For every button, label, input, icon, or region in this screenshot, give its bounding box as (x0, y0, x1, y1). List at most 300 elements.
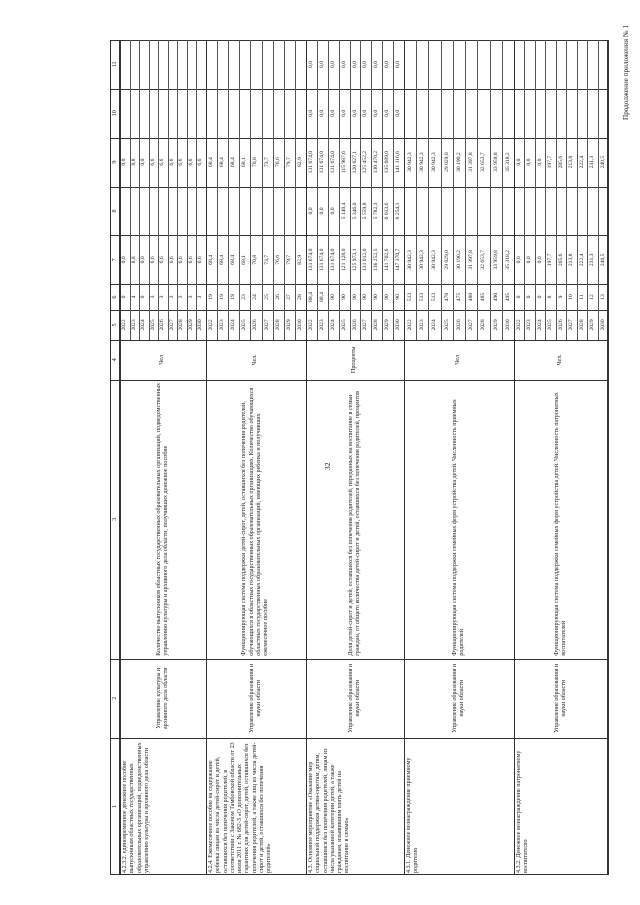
value-cell (206, 187, 217, 236)
year-cell: 2030 (504, 319, 511, 331)
value-cell: 125 973,1 (351, 248, 358, 271)
value-cell: 120 627,1 (351, 150, 358, 174)
value-cell: 30 190,2 (455, 250, 462, 270)
value-cell (228, 89, 239, 138)
value-cell (428, 89, 440, 138)
value-cell: 0,0 (318, 207, 325, 215)
value-cell: 0,0 (140, 158, 147, 166)
value-cell (187, 40, 197, 89)
value-cell (598, 187, 608, 236)
column-number-header: 8 (110, 187, 120, 236)
indicator-description: Функционирующая система поддержки семейных форм устройства детей. Численность приемных родителей (451, 399, 465, 656)
value-cell: 0,0 (395, 109, 402, 117)
year-cell: 2028 (274, 319, 281, 331)
value-cell: 131 674,0 (318, 248, 325, 271)
value-cell: 68,4 (230, 157, 237, 168)
year-cell: 2026 (351, 319, 358, 331)
year-cell: 2029 (384, 319, 391, 331)
value-cell: 0,0 (140, 256, 147, 264)
value-cell (545, 187, 555, 236)
year-cell: 2025 (149, 319, 156, 331)
value-cell: 231,3 (589, 253, 596, 267)
value-cell: 115 987,6 (340, 151, 347, 174)
value-cell: 19 (219, 294, 226, 300)
value-cell: 19 (208, 294, 214, 300)
value-cell: 0,0 (318, 109, 325, 117)
value-cell (284, 40, 295, 89)
value-cell (149, 89, 159, 138)
year-cell: 2025 (340, 319, 347, 331)
year-cell: 2025 (547, 319, 554, 331)
value-cell (524, 40, 534, 89)
value-cell: 0,0 (308, 109, 314, 117)
value-cell: 6,6 (149, 158, 156, 166)
value-cell (453, 89, 465, 138)
value-cell: 90 (362, 294, 369, 300)
value-cell: 121 128,0 (340, 248, 347, 271)
value-cell (587, 187, 597, 236)
value-cell: 10 (568, 294, 575, 300)
value-cell (250, 187, 261, 236)
value-cell: 240,5 (599, 253, 606, 267)
value-cell (490, 40, 502, 89)
value-cell (206, 89, 217, 138)
value-cell: 12 (589, 294, 596, 300)
value-cell: 6,6 (168, 158, 175, 166)
value-cell: 5 782,3 (373, 202, 380, 220)
indicator-description: Функционирующая система поддержки детей-сирот, детей, оставшихся без попечения родителей, обучающихся в областных государственных образовательных организациях. Количество обучающихся областных государственных образовательных организаций, имеющих ребенка и получивших ежемесячное пособие (241, 387, 270, 656)
value-cell: 0,0 (329, 60, 336, 68)
year-cell: 2022 (121, 319, 127, 331)
value-cell (168, 89, 178, 138)
value-cell: 82,9 (296, 254, 303, 265)
value-cell: 197,7 (547, 155, 554, 169)
value-cell (206, 40, 217, 89)
value-cell (239, 187, 250, 236)
value-cell: 6 013,6 (384, 202, 391, 220)
value-cell: 6,6 (178, 158, 185, 166)
value-cell: 68,4 (230, 254, 237, 265)
column-number-header: 5 (110, 310, 120, 340)
value-cell (502, 187, 514, 236)
value-cell (120, 89, 130, 138)
value-cell (262, 187, 273, 236)
value-cell (428, 40, 440, 89)
year-cell: 2022 (308, 319, 314, 331)
value-cell: 513 (407, 292, 413, 302)
value-cell: 205,6 (557, 253, 564, 267)
value-cell: 0,0 (340, 109, 347, 117)
value-cell (566, 187, 576, 236)
value-cell: 13 (599, 294, 606, 300)
value-cell: 475 (455, 292, 462, 302)
value-cell (158, 40, 168, 89)
year-cell: 2027 (263, 319, 270, 331)
value-cell: 136 252,5 (373, 248, 380, 271)
column-number-header: 11 (110, 40, 120, 89)
year-cell: 2024 (329, 319, 336, 331)
value-cell: 135 689,0 (384, 150, 391, 174)
value-cell (514, 89, 524, 138)
value-cell: 23 (241, 294, 248, 300)
year-cell: 2023 (419, 319, 426, 331)
value-cell: 213,8 (568, 155, 575, 169)
value-cell: 0,0 (384, 109, 391, 117)
value-cell: 0,0 (526, 256, 533, 264)
value-cell (545, 40, 555, 89)
column-number-header: 3 (110, 380, 120, 659)
value-cell (465, 40, 477, 89)
value-cell (535, 89, 545, 138)
value-cell (239, 89, 250, 138)
value-cell: 76,6 (274, 254, 281, 265)
value-cell: 130 470,2 (373, 150, 380, 174)
value-cell: 485 (480, 292, 487, 302)
value-cell: 5 346,0 (351, 202, 358, 220)
section-separator (608, 40, 609, 875)
value-cell: 0 (516, 295, 522, 299)
value-cell: 513 (419, 292, 426, 302)
value-cell: 6,6 (149, 256, 156, 264)
value-cell (273, 187, 284, 236)
value-cell: 31 397,8 (468, 152, 475, 172)
value-cell (228, 40, 239, 89)
year-cell: 2030 (197, 319, 204, 331)
year-cell: 2025 (443, 319, 450, 331)
indicator-description: Доля детей-сирот и детей, оставшихся без попечения родителей, переданных на воспитание в семьи граждан, от общего количества детей-сирот и детей, оставшихся без попечения родителей, процентов (347, 391, 361, 656)
value-cell: 35 318,2 (504, 250, 511, 270)
value-cell: 30 942,3 (431, 250, 438, 270)
year-cell: 2024 (431, 319, 438, 331)
value-cell (453, 187, 465, 236)
value-cell: 0,0 (308, 207, 314, 215)
value-cell: 0,0 (351, 60, 358, 68)
column-number-header: 10 (110, 89, 120, 138)
year-cell: 2024 (536, 319, 543, 331)
value-cell (465, 89, 477, 138)
value-cell (158, 187, 168, 236)
value-cell: 213,8 (568, 253, 575, 267)
value-cell (250, 89, 261, 138)
value-cell (524, 187, 534, 236)
value-cell (228, 187, 239, 236)
value-cell: 131 674,0 (308, 150, 314, 174)
indicator-description: Количество выпускников областных государственных образовательных организаций, подведомственных управлению культуры и архивного дела области, получивших денежное пособие (155, 382, 169, 656)
value-cell: 29 029,0 (443, 250, 450, 270)
value-cell (284, 187, 295, 236)
executor: Управление образования и науки области (451, 663, 465, 733)
value-cell: 90 (340, 294, 347, 300)
value-cell (416, 89, 428, 138)
value-cell: 3 (168, 295, 175, 299)
value-cell (502, 89, 514, 138)
value-cell (168, 187, 178, 236)
year-cell: 2026 (557, 319, 564, 331)
value-cell (295, 40, 306, 89)
value-cell: 79,7 (285, 157, 292, 168)
value-cell: 90 (351, 294, 358, 300)
value-cell: 222,4 (578, 253, 585, 267)
year-cell: 2028 (578, 319, 585, 331)
column-number-header: 6 (110, 284, 120, 310)
value-cell: 73,7 (263, 254, 270, 265)
year-cell: 2027 (568, 319, 575, 331)
column-number-header: 7 (110, 235, 120, 284)
value-cell: 240,5 (599, 155, 606, 169)
value-cell (139, 40, 149, 89)
value-cell (566, 40, 576, 89)
activity-name: 4.2.3.2. единовременное денежное пособие выпускникам областных государственных образовательных организаций, подведомственных управлению культуры и архивного дела области (122, 742, 150, 873)
value-cell (217, 40, 228, 89)
value-cell: 125 452,2 (362, 150, 369, 174)
year-cell: 2023 (318, 319, 325, 331)
value-cell (545, 89, 555, 138)
year-cell: 2023 (526, 319, 533, 331)
value-cell: 141 702,6 (384, 248, 391, 271)
value-cell: 3 (178, 295, 185, 299)
value-cell: 79,7 (285, 254, 292, 265)
value-cell (177, 89, 187, 138)
value-cell (177, 40, 187, 89)
value-cell (239, 40, 250, 89)
value-cell: 3 (149, 295, 156, 299)
unit: Чел. (252, 354, 259, 366)
unit: Чел (159, 354, 166, 365)
value-cell: 0,0 (516, 256, 522, 264)
value-cell: 90 (329, 294, 336, 300)
value-cell: 30 942,3 (407, 152, 413, 172)
value-cell (502, 40, 514, 89)
value-cell (566, 89, 576, 138)
value-cell (404, 89, 416, 138)
value-cell: 88,4 (308, 292, 314, 302)
value-cell: 0,0 (121, 256, 127, 264)
year-cell: 2024 (140, 319, 147, 331)
value-cell (490, 187, 502, 236)
executor: Управление образования и науки области (248, 663, 262, 733)
value-cell: 68,4 (208, 157, 214, 168)
value-cell: 82,9 (296, 157, 303, 168)
value-cell: 11 (578, 294, 585, 300)
value-cell (598, 89, 608, 138)
value-cell: 495 (504, 292, 511, 302)
value-cell: 6,6 (197, 158, 204, 166)
value-cell (149, 40, 159, 89)
value-cell: 141 116,6 (395, 151, 402, 174)
value-cell (149, 187, 159, 236)
value-cell (416, 40, 428, 89)
value-cell (556, 187, 566, 236)
value-cell (130, 89, 140, 138)
value-cell (158, 89, 168, 138)
value-cell: 0 (536, 295, 543, 299)
value-cell (177, 187, 187, 236)
value-cell: 8 (547, 295, 554, 299)
value-cell (295, 187, 306, 236)
value-cell: 0,0 (329, 207, 336, 215)
value-cell: 9 (557, 295, 564, 299)
value-cell: 6,6 (168, 256, 175, 264)
column-number-header: 9 (110, 138, 120, 187)
value-cell (295, 89, 306, 138)
value-cell (250, 40, 261, 89)
value-cell: 30 942,3 (419, 250, 426, 270)
value-cell: 32 653,7 (480, 250, 487, 270)
value-cell: 3 (197, 295, 204, 299)
value-cell (217, 89, 228, 138)
value-cell (577, 40, 587, 89)
column-number-header: 1 (110, 738, 120, 875)
value-cell (524, 89, 534, 138)
value-cell (120, 187, 130, 236)
value-cell: 0,0 (121, 158, 127, 166)
value-cell (535, 187, 545, 236)
value-cell: 0,0 (373, 60, 380, 68)
year-cell: 2027 (168, 319, 175, 331)
value-cell (428, 187, 440, 236)
unit: Проценты (351, 346, 358, 374)
value-cell: 68,4 (219, 157, 226, 168)
value-cell (441, 40, 453, 89)
value-cell: 35 318,2 (504, 152, 511, 172)
indicator-description: Функционирующая система поддержки семейных форм устройства детей. Численность патронатных воспитателей (553, 392, 567, 656)
year-cell: 2030 (296, 319, 303, 331)
year-cell: 2026 (455, 319, 462, 331)
value-cell (196, 40, 206, 89)
value-cell (284, 89, 295, 138)
year-cell: 2029 (187, 319, 194, 331)
year-cell: 2029 (589, 319, 596, 331)
value-cell (598, 40, 608, 89)
value-cell: 131 674,0 (329, 150, 336, 174)
value-cell: 90 (395, 294, 402, 300)
value-cell: 68,4 (219, 254, 226, 265)
value-cell: 3 (159, 295, 166, 299)
value-cell: 222,4 (578, 155, 585, 169)
unit: Чел. (557, 354, 564, 366)
value-cell (535, 40, 545, 89)
year-cell: 2028 (480, 319, 487, 331)
activity-name: 4.3.2. Денежное вознаграждение патронатному воспитателю (516, 750, 530, 873)
value-cell: 131 674,0 (329, 248, 336, 271)
value-cell: 0 (121, 295, 127, 299)
value-cell (465, 187, 477, 236)
value-cell: 0,0 (351, 109, 358, 117)
value-cell (490, 89, 502, 138)
value-cell: 28 (296, 294, 303, 300)
value-cell (262, 89, 273, 138)
value-cell: 470 (443, 292, 450, 302)
value-cell: 8,8 (130, 158, 137, 166)
value-cell: 0,0 (318, 60, 325, 68)
column-number-header: 2 (110, 659, 120, 738)
year-cell: 2022 (407, 319, 413, 331)
value-cell (514, 187, 524, 236)
value-cell: 6,6 (187, 256, 194, 264)
appendix-label: Продолжение приложения № 1 (622, 24, 630, 120)
value-cell: 70,8 (252, 254, 259, 265)
year-cell: 2022 (516, 319, 522, 331)
value-cell: 5 140,4 (340, 202, 347, 220)
value-cell: 0 (140, 295, 147, 299)
value-cell (404, 40, 416, 89)
value-cell (556, 40, 566, 89)
value-cell (453, 40, 465, 89)
value-cell (404, 187, 416, 236)
value-cell (139, 187, 149, 236)
executor: Управление образования и науки области (347, 663, 361, 733)
value-cell: 0,0 (329, 109, 336, 117)
value-cell: 480 (468, 292, 475, 302)
value-cell (196, 187, 206, 236)
value-cell (262, 40, 273, 89)
value-cell (273, 89, 284, 138)
value-cell: 30 942,3 (407, 250, 413, 270)
value-cell (168, 40, 178, 89)
value-cell (217, 187, 228, 236)
value-cell (273, 40, 284, 89)
value-cell (139, 89, 149, 138)
year-cell: 2025 (241, 319, 248, 331)
value-cell: 90 (384, 294, 391, 300)
value-cell (477, 89, 489, 138)
activity-name: 4.3. Основное мероприятие «Оказание мер социальной поддержки детям-сиротам, детям, оставшимся без попечения родителей, лицам из числа указанной категории детей, а также гражданам, изъявившим взять детей на воспитание в семью» (308, 748, 351, 873)
value-cell: 131 012,0 (362, 248, 369, 271)
value-cell: 73,7 (263, 157, 270, 168)
value-cell: 6,6 (197, 256, 204, 264)
value-cell (577, 89, 587, 138)
value-cell (120, 40, 130, 89)
value-cell: 30 190,2 (455, 152, 462, 172)
value-cell: 6,6 (159, 158, 166, 166)
value-cell: 231,3 (589, 155, 596, 169)
value-cell: 131 674,0 (308, 248, 314, 271)
value-cell: 6 254,1 (395, 202, 402, 220)
value-cell: 6,6 (178, 256, 185, 264)
year-cell: 2030 (395, 319, 402, 331)
value-cell (441, 187, 453, 236)
value-cell: 0,0 (395, 60, 402, 68)
year-cell: 2023 (219, 319, 226, 331)
executor: Управление образования и науки области (553, 663, 567, 733)
value-cell: 29 029,0 (443, 152, 450, 172)
value-cell: 32 653,7 (480, 152, 487, 172)
value-cell: 68,4 (208, 254, 214, 265)
year-cell: 2026 (159, 319, 166, 331)
year-cell: 2024 (230, 319, 237, 331)
value-cell: 90 (373, 294, 380, 300)
year-cell: 2022 (208, 319, 214, 331)
value-cell (477, 40, 489, 89)
value-cell: 6,6 (159, 256, 166, 264)
year-cell: 2023 (130, 319, 137, 331)
value-cell: 0,0 (362, 60, 369, 68)
value-cell (577, 187, 587, 236)
value-cell (130, 187, 140, 236)
value-cell: 147 370,7 (395, 248, 402, 271)
value-cell: 8,8 (130, 256, 137, 264)
value-cell: 70,8 (252, 157, 259, 168)
activity-name: 4.2.4. Ежемесячное пособие на содержание ребенка лицам из числа детей-сирот и детей, оставшихся без попечения родителей, в соответствии с Законом Тамбовской области от 23 июля 2011 г. № 682-З «О дополнительных гарантиях для детей-сирот, детей, оставшихся без попечения родителей, а также лиц из числа детей-сирот и детей, оставшихся без попечения родителей» (208, 742, 273, 873)
value-cell (196, 89, 206, 138)
year-cell: 2030 (599, 319, 606, 331)
value-cell: 31 397,8 (468, 250, 475, 270)
year-cell: 2027 (362, 319, 369, 331)
value-cell: 513 (431, 292, 438, 302)
value-cell: 33 959,8 (492, 152, 499, 172)
value-cell (130, 40, 140, 89)
year-cell: 2029 (285, 319, 292, 331)
